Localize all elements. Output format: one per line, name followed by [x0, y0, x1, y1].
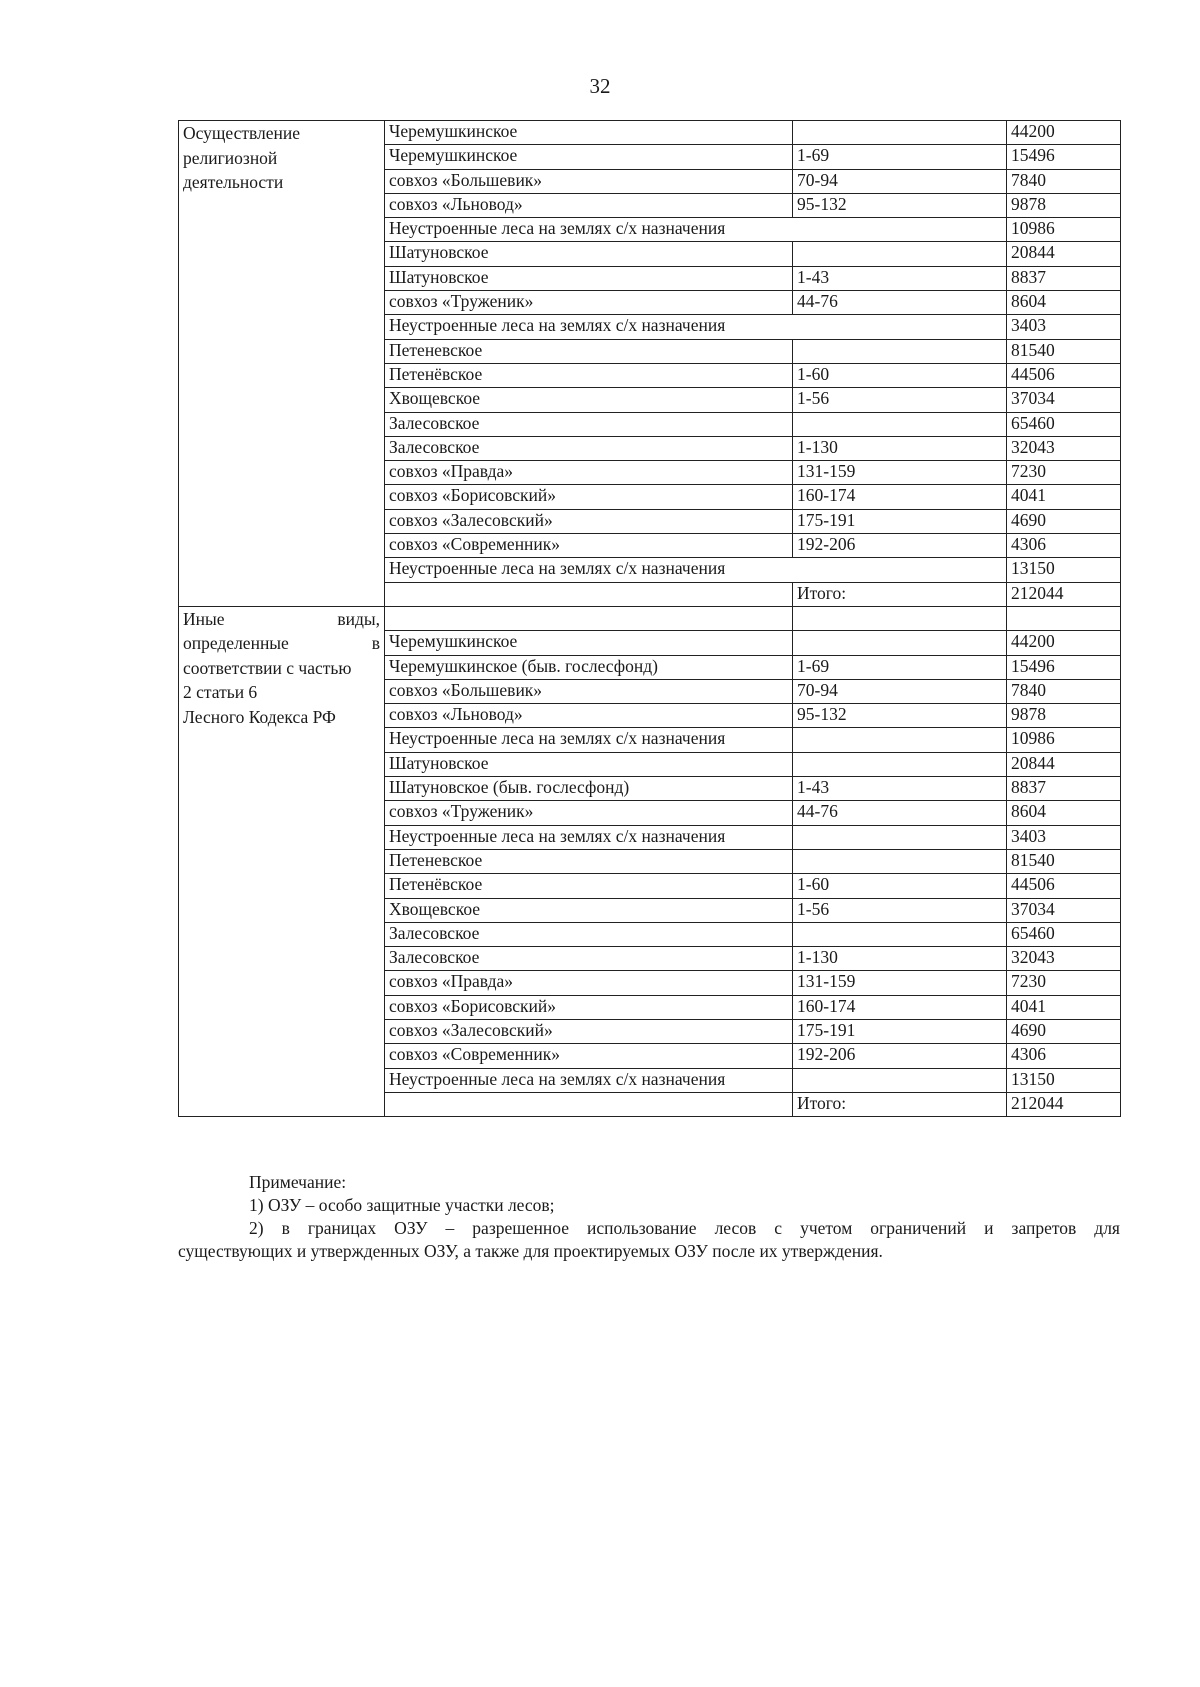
forestry-name-cell: Залесовское	[385, 436, 793, 460]
area-cell: 32043	[1007, 947, 1121, 971]
area-cell: 44200	[1007, 121, 1121, 145]
quarter-range-cell: 44-76	[793, 801, 1007, 825]
forestry-name-cell: Шатуновское	[385, 752, 793, 776]
quarter-range-cell	[793, 825, 1007, 849]
forestry-name-cell: Неустроенные леса на землях с/х назначения	[385, 558, 1007, 582]
total-value: 212044	[1007, 1092, 1121, 1116]
area-cell: 4041	[1007, 485, 1121, 509]
category-word: виды,	[337, 608, 380, 629]
forestry-name-cell: Залесовское	[385, 947, 793, 971]
area-cell: 81540	[1007, 339, 1121, 363]
forestry-name-cell: Неустроенные леса на землях с/х назначения	[385, 218, 1007, 242]
category-label-line: 2 статьи 6	[183, 682, 258, 703]
quarter-range-cell: 1-56	[793, 898, 1007, 922]
area-cell: 8604	[1007, 801, 1121, 825]
forestry-name-cell: Залесовское	[385, 412, 793, 436]
area-cell: 9878	[1007, 193, 1121, 217]
forestry-name-cell: Черемушкинское	[385, 631, 793, 655]
forestry-name-cell: Петенёвское	[385, 874, 793, 898]
area-cell: 7840	[1007, 169, 1121, 193]
quarter-range-cell: 1-130	[793, 436, 1007, 460]
quarter-range-cell	[793, 849, 1007, 873]
area-cell: 4041	[1007, 995, 1121, 1019]
area-cell: 32043	[1007, 436, 1121, 460]
area-cell: 37034	[1007, 898, 1121, 922]
area-cell: 4690	[1007, 1019, 1121, 1043]
area-cell: 65460	[1007, 922, 1121, 946]
area-cell: 8837	[1007, 777, 1121, 801]
quarter-range-cell: 131-159	[793, 461, 1007, 485]
area-cell: 13150	[1007, 1068, 1121, 1092]
quarter-range-cell: 160-174	[793, 995, 1007, 1019]
quarter-range-cell	[793, 1068, 1007, 1092]
quarter-range-cell	[793, 412, 1007, 436]
area-cell: 13150	[1007, 558, 1121, 582]
forestry-name-cell: Неустроенные леса на землях с/х назначения	[385, 825, 793, 849]
category-label-line	[183, 631, 380, 656]
section-religious-activity	[179, 121, 1121, 607]
forestry-name-cell: совхоз «Правда»	[385, 461, 793, 485]
area-cell: 4306	[1007, 534, 1121, 558]
forestry-name-cell: Неустроенные леса на землях с/х назначения	[385, 315, 1007, 339]
category-label-line: Осуществление	[183, 123, 301, 143]
category-word: Иные	[183, 608, 225, 629]
quarter-range-cell: 44-76	[793, 291, 1007, 315]
area-cell: 20844	[1007, 752, 1121, 776]
forestry-name-cell: Черемушкинское	[385, 121, 793, 145]
area-cell: 37034	[1007, 388, 1121, 412]
quarter-range-cell: 95-132	[793, 704, 1007, 728]
quarter-range-cell	[793, 339, 1007, 363]
quarter-range-cell: 131-159	[793, 971, 1007, 995]
area-cell: 15496	[1007, 655, 1121, 679]
forestry-name-cell: Шатуновское (быв. гослесфонд)	[385, 777, 793, 801]
page-number: 32	[589, 74, 611, 98]
forestry-name-cell: совхоз «Труженик»	[385, 801, 793, 825]
category-label-line	[183, 607, 380, 632]
category-cell	[179, 121, 385, 607]
quarter-range-cell: 1-60	[793, 874, 1007, 898]
area-cell: 4690	[1007, 509, 1121, 533]
area-cell: 44506	[1007, 874, 1121, 898]
forestry-name-cell: Петеневское	[385, 849, 793, 873]
notes-block	[178, 1171, 1120, 1263]
quarter-range-cell	[793, 752, 1007, 776]
forestry-name-cell	[385, 606, 793, 630]
forestry-name-cell: Черемушкинское	[385, 145, 793, 169]
forestry-name-cell: совхоз «Правда»	[385, 971, 793, 995]
quarter-range-cell: 70-94	[793, 169, 1007, 193]
quarter-range-cell	[793, 922, 1007, 946]
quarter-range-cell: 1-130	[793, 947, 1007, 971]
quarter-range-cell: 95-132	[793, 193, 1007, 217]
category-label-line: Лесного Кодекса РФ	[183, 706, 336, 727]
quarter-range-cell: 175-191	[793, 1019, 1007, 1043]
forestry-name-cell: совхоз «Льновод»	[385, 704, 793, 728]
quarter-range-cell: 1-60	[793, 363, 1007, 387]
area-cell: 65460	[1007, 412, 1121, 436]
forestry-name-cell: совхоз «Большевик»	[385, 679, 793, 703]
forestry-name-cell: Черемушкинское (быв. гослесфонд)	[385, 655, 793, 679]
quarter-range-cell: 192-206	[793, 1044, 1007, 1068]
area-cell: 7840	[1007, 679, 1121, 703]
forestry-name-cell: Шатуновское	[385, 242, 793, 266]
table-row	[179, 606, 1121, 630]
area-cell: 10986	[1007, 728, 1121, 752]
forestry-name-cell: Шатуновское	[385, 266, 793, 290]
category-cell	[179, 606, 385, 1116]
category-word: в	[371, 633, 380, 654]
category-label-line: деятельности	[183, 172, 284, 192]
forestry-name-cell: совхоз «Большевик»	[385, 169, 793, 193]
forestry-name-cell: совхоз «Современник»	[385, 534, 793, 558]
area-cell: 3403	[1007, 315, 1121, 339]
quarter-range-cell: 1-69	[793, 145, 1007, 169]
area-cell: 7230	[1007, 461, 1121, 485]
empty-cell	[385, 582, 793, 606]
forestry-name-cell: совхоз «Современник»	[385, 1044, 793, 1068]
forestry-name-cell: совхоз «Залесовский»	[385, 1019, 793, 1043]
area-cell: 81540	[1007, 849, 1121, 873]
note-item-2-line-2: существующих и утвержденных ОЗУ, а также для проектируемых ОЗУ после их утверждения.	[178, 1241, 883, 1261]
total-label: Итого:	[793, 1092, 1007, 1116]
category-word: определенные	[183, 633, 289, 654]
quarter-range-cell: 70-94	[793, 679, 1007, 703]
area-cell: 20844	[1007, 242, 1121, 266]
forestry-name-cell: Хвощевское	[385, 898, 793, 922]
quarter-range-cell	[793, 631, 1007, 655]
forestry-name-cell: Петенёвское	[385, 363, 793, 387]
quarter-range-cell: 175-191	[793, 509, 1007, 533]
category-label-line: религиозной	[183, 147, 278, 168]
forestry-name-cell: совхоз «Залесовский»	[385, 509, 793, 533]
forest-use-table	[178, 120, 1121, 1117]
forestry-name-cell: Петеневское	[385, 339, 793, 363]
area-cell: 15496	[1007, 145, 1121, 169]
forestry-name-cell: совхоз «Борисовский»	[385, 485, 793, 509]
area-cell: 4306	[1007, 1044, 1121, 1068]
note-item-1: 1) ОЗУ – особо защитные участки лесов;	[249, 1195, 555, 1215]
area-cell: 44506	[1007, 363, 1121, 387]
area-cell: 10986	[1007, 218, 1121, 242]
quarter-range-cell	[793, 121, 1007, 145]
empty-cell	[385, 1092, 793, 1116]
quarter-range-cell: 1-56	[793, 388, 1007, 412]
notes-heading: Примечание:	[249, 1172, 347, 1192]
quarter-range-cell	[793, 606, 1007, 630]
note-item-2-line-1: 2) в границах ОЗУ – разрешенное использование лесов с учетом ограничений и запретов для	[249, 1218, 1120, 1238]
quarter-range-cell: 160-174	[793, 485, 1007, 509]
category-label-line: соответствии с частью	[183, 657, 352, 678]
area-cell	[1007, 606, 1121, 630]
forestry-name-cell: совхоз «Льновод»	[385, 193, 793, 217]
area-cell: 8837	[1007, 266, 1121, 290]
forestry-name-cell: Неустроенные леса на землях с/х назначения	[385, 728, 793, 752]
quarter-range-cell: 192-206	[793, 534, 1007, 558]
forestry-name-cell: Залесовское	[385, 922, 793, 946]
forestry-name-cell: Неустроенные леса на землях с/х назначения	[385, 1068, 793, 1092]
forestry-name-cell: Хвощевское	[385, 388, 793, 412]
quarter-range-cell	[793, 242, 1007, 266]
table-row	[179, 121, 1121, 145]
area-cell: 8604	[1007, 291, 1121, 315]
quarter-range-cell: 1-43	[793, 266, 1007, 290]
area-cell: 3403	[1007, 825, 1121, 849]
quarter-range-cell: 1-69	[793, 655, 1007, 679]
forestry-name-cell: совхоз «Борисовский»	[385, 995, 793, 1019]
total-label: Итого:	[793, 582, 1007, 606]
area-cell: 7230	[1007, 971, 1121, 995]
forestry-name-cell: совхоз «Труженик»	[385, 291, 793, 315]
area-cell: 9878	[1007, 704, 1121, 728]
section-other-types	[179, 606, 1121, 1116]
quarter-range-cell: 1-43	[793, 777, 1007, 801]
total-value: 212044	[1007, 582, 1121, 606]
quarter-range-cell	[793, 728, 1007, 752]
area-cell: 44200	[1007, 631, 1121, 655]
